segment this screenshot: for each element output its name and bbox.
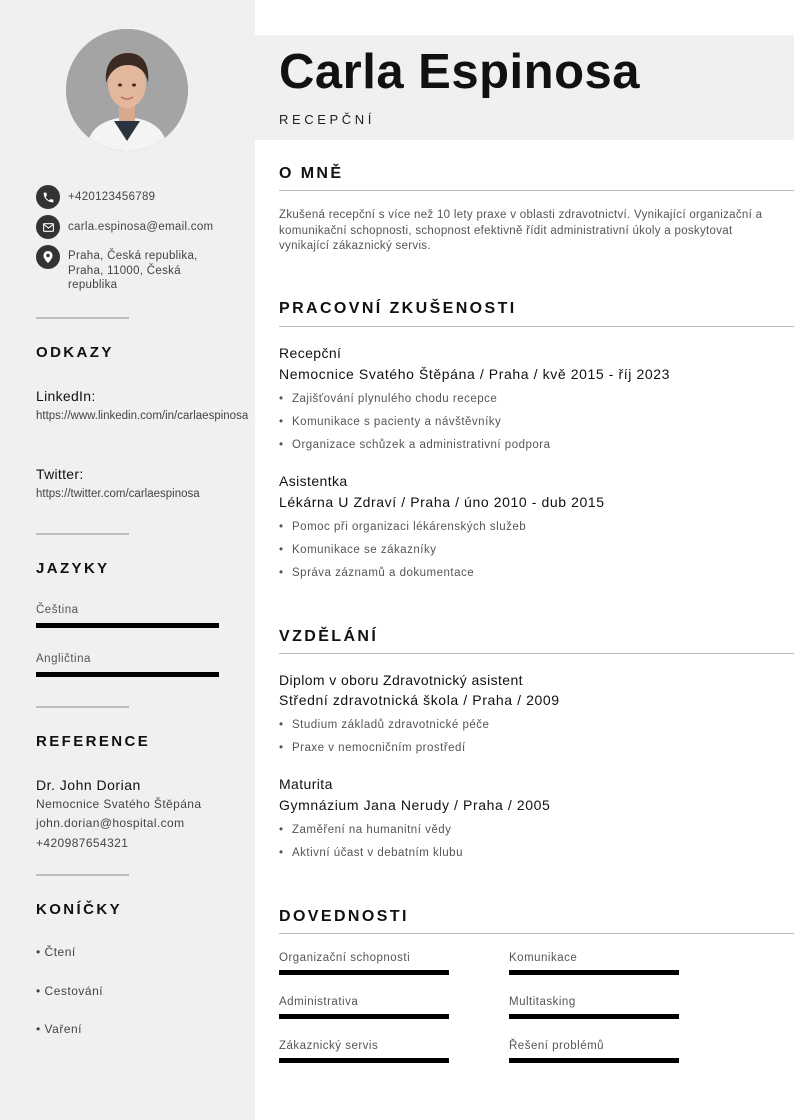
- twitter-link[interactable]: https://twitter.com/carlaespinosa: [36, 488, 200, 500]
- education-bullet: • Studium základů zdravotnické péče: [279, 719, 490, 731]
- section-divider: [279, 326, 794, 327]
- job-subtitle: Nemocnice Svatého Štěpána / Praha / kvě 2015 - říj 2023: [279, 366, 670, 382]
- job-bullet: • Pomoc při organizaci lékárenských služeb: [279, 521, 527, 533]
- about-heading: O MNĚ: [279, 165, 344, 182]
- contact-address: Praha, Česká republika, Praha, 11000, Česká republika: [68, 250, 198, 291]
- job-bullet: • Komunikace se zákazníky: [279, 544, 437, 556]
- skill-level-bar: [279, 970, 449, 975]
- linkedin-link[interactable]: https://www.linkedin.com/in/carlaespinosa: [36, 410, 249, 422]
- language-level-bar: [36, 623, 219, 628]
- section-divider: [279, 653, 794, 654]
- language-name: Angličtina: [36, 653, 91, 665]
- skill-level-bar: [279, 1058, 449, 1063]
- reference-email[interactable]: john.dorian@hospital.com: [36, 816, 185, 830]
- hobbies-heading: KONÍČKY: [36, 901, 122, 918]
- education-bullet: • Zaměření na humanitní vědy: [279, 824, 452, 836]
- phone-icon: [36, 185, 60, 209]
- contact-email-row: [36, 215, 218, 239]
- contact-phone-row: [36, 185, 218, 209]
- hobby-item: • Cestování: [36, 984, 104, 998]
- job-title: Recepční: [279, 345, 342, 361]
- skill-name: Komunikace: [509, 952, 578, 964]
- linkedin-label: LinkedIn:: [36, 388, 96, 404]
- skills-heading: DOVEDNOSTI: [279, 908, 409, 925]
- skill-name: Řešení problémů: [509, 1040, 605, 1052]
- skill-name: Organizační schopnosti: [279, 952, 411, 964]
- sidebar-divider: [36, 874, 129, 876]
- job-bullet: • Komunikace s pacienty a návštěvníky: [279, 416, 502, 428]
- location-pin-icon: [36, 245, 60, 269]
- contact-phone: +420123456789: [68, 191, 156, 203]
- education-bullet: • Aktivní účast v debatním klubu: [279, 847, 463, 859]
- hobby-item: • Vaření: [36, 1022, 83, 1036]
- education-subtitle: Gymnázium Jana Nerudy / Praha / 2005: [279, 797, 551, 813]
- sidebar-divider: [36, 706, 129, 708]
- education-subtitle: Střední zdravotnická škola / Praha / 2009: [279, 692, 560, 708]
- job-bullet: • Zajišťování plynulého chodu recepce: [279, 393, 498, 405]
- education-title: Diplom v oboru Zdravotnický asistent: [279, 672, 523, 688]
- email-icon: [36, 215, 60, 239]
- reference-heading: REFERENCE: [36, 733, 151, 750]
- profile-title: RECEPČNÍ: [279, 112, 375, 127]
- reference-phone: +420987654321: [36, 836, 129, 850]
- job-subtitle: Lékárna U Zdraví / Praha / úno 2010 - dub 2015: [279, 494, 605, 510]
- section-divider: [279, 933, 794, 934]
- links-heading: ODKAZY: [36, 344, 114, 361]
- skill-name: Administrativa: [279, 996, 359, 1008]
- profile-name: Carla Espinosa: [279, 45, 641, 99]
- skill-level-bar: [509, 1014, 679, 1019]
- section-divider: [279, 190, 794, 191]
- twitter-label: Twitter:: [36, 466, 84, 482]
- education-bullet: • Praxe v nemocničním prostředí: [279, 742, 466, 754]
- education-heading: VZDĚLÁNÍ: [279, 628, 379, 645]
- skill-name: Multitasking: [509, 996, 576, 1008]
- language-level-bar: [36, 672, 219, 677]
- reference-company: Nemocnice Svatého Štěpána: [36, 797, 202, 811]
- reference-name: Dr. John Dorian: [36, 777, 141, 793]
- skill-level-bar: [279, 1014, 449, 1019]
- person-illustration: [66, 29, 188, 151]
- profile-photo: [66, 29, 188, 151]
- skill-level-bar: [509, 1058, 679, 1063]
- language-name: Čeština: [36, 604, 79, 616]
- education-title: Maturita: [279, 776, 333, 792]
- experience-heading: PRACOVNÍ ZKUŠENOSTI: [279, 300, 517, 317]
- job-bullet: • Správa záznamů a dokumentace: [279, 567, 475, 579]
- sidebar-divider: [36, 533, 129, 535]
- skill-level-bar: [509, 970, 679, 975]
- job-title: Asistentka: [279, 473, 348, 489]
- about-text: Zkušená recepční s více než 10 lety praxe v oblasti zdravotnictví. Vynikající organizační a komunikační schopnosti, schopnost efektivně řídit administrativní úkoly a poskytovat vynikající zákaznický servis.: [279, 209, 763, 252]
- sidebar-divider: [36, 317, 129, 319]
- contact-address-row: [36, 245, 218, 293]
- hobby-item: • Čtení: [36, 945, 76, 959]
- contact-email[interactable]: carla.espinosa@email.com: [68, 221, 214, 233]
- job-bullet: • Organizace schůzek a administrativní podpora: [279, 439, 551, 451]
- languages-heading: JAZYKY: [36, 560, 110, 577]
- skill-name: Zákaznický servis: [279, 1040, 379, 1052]
